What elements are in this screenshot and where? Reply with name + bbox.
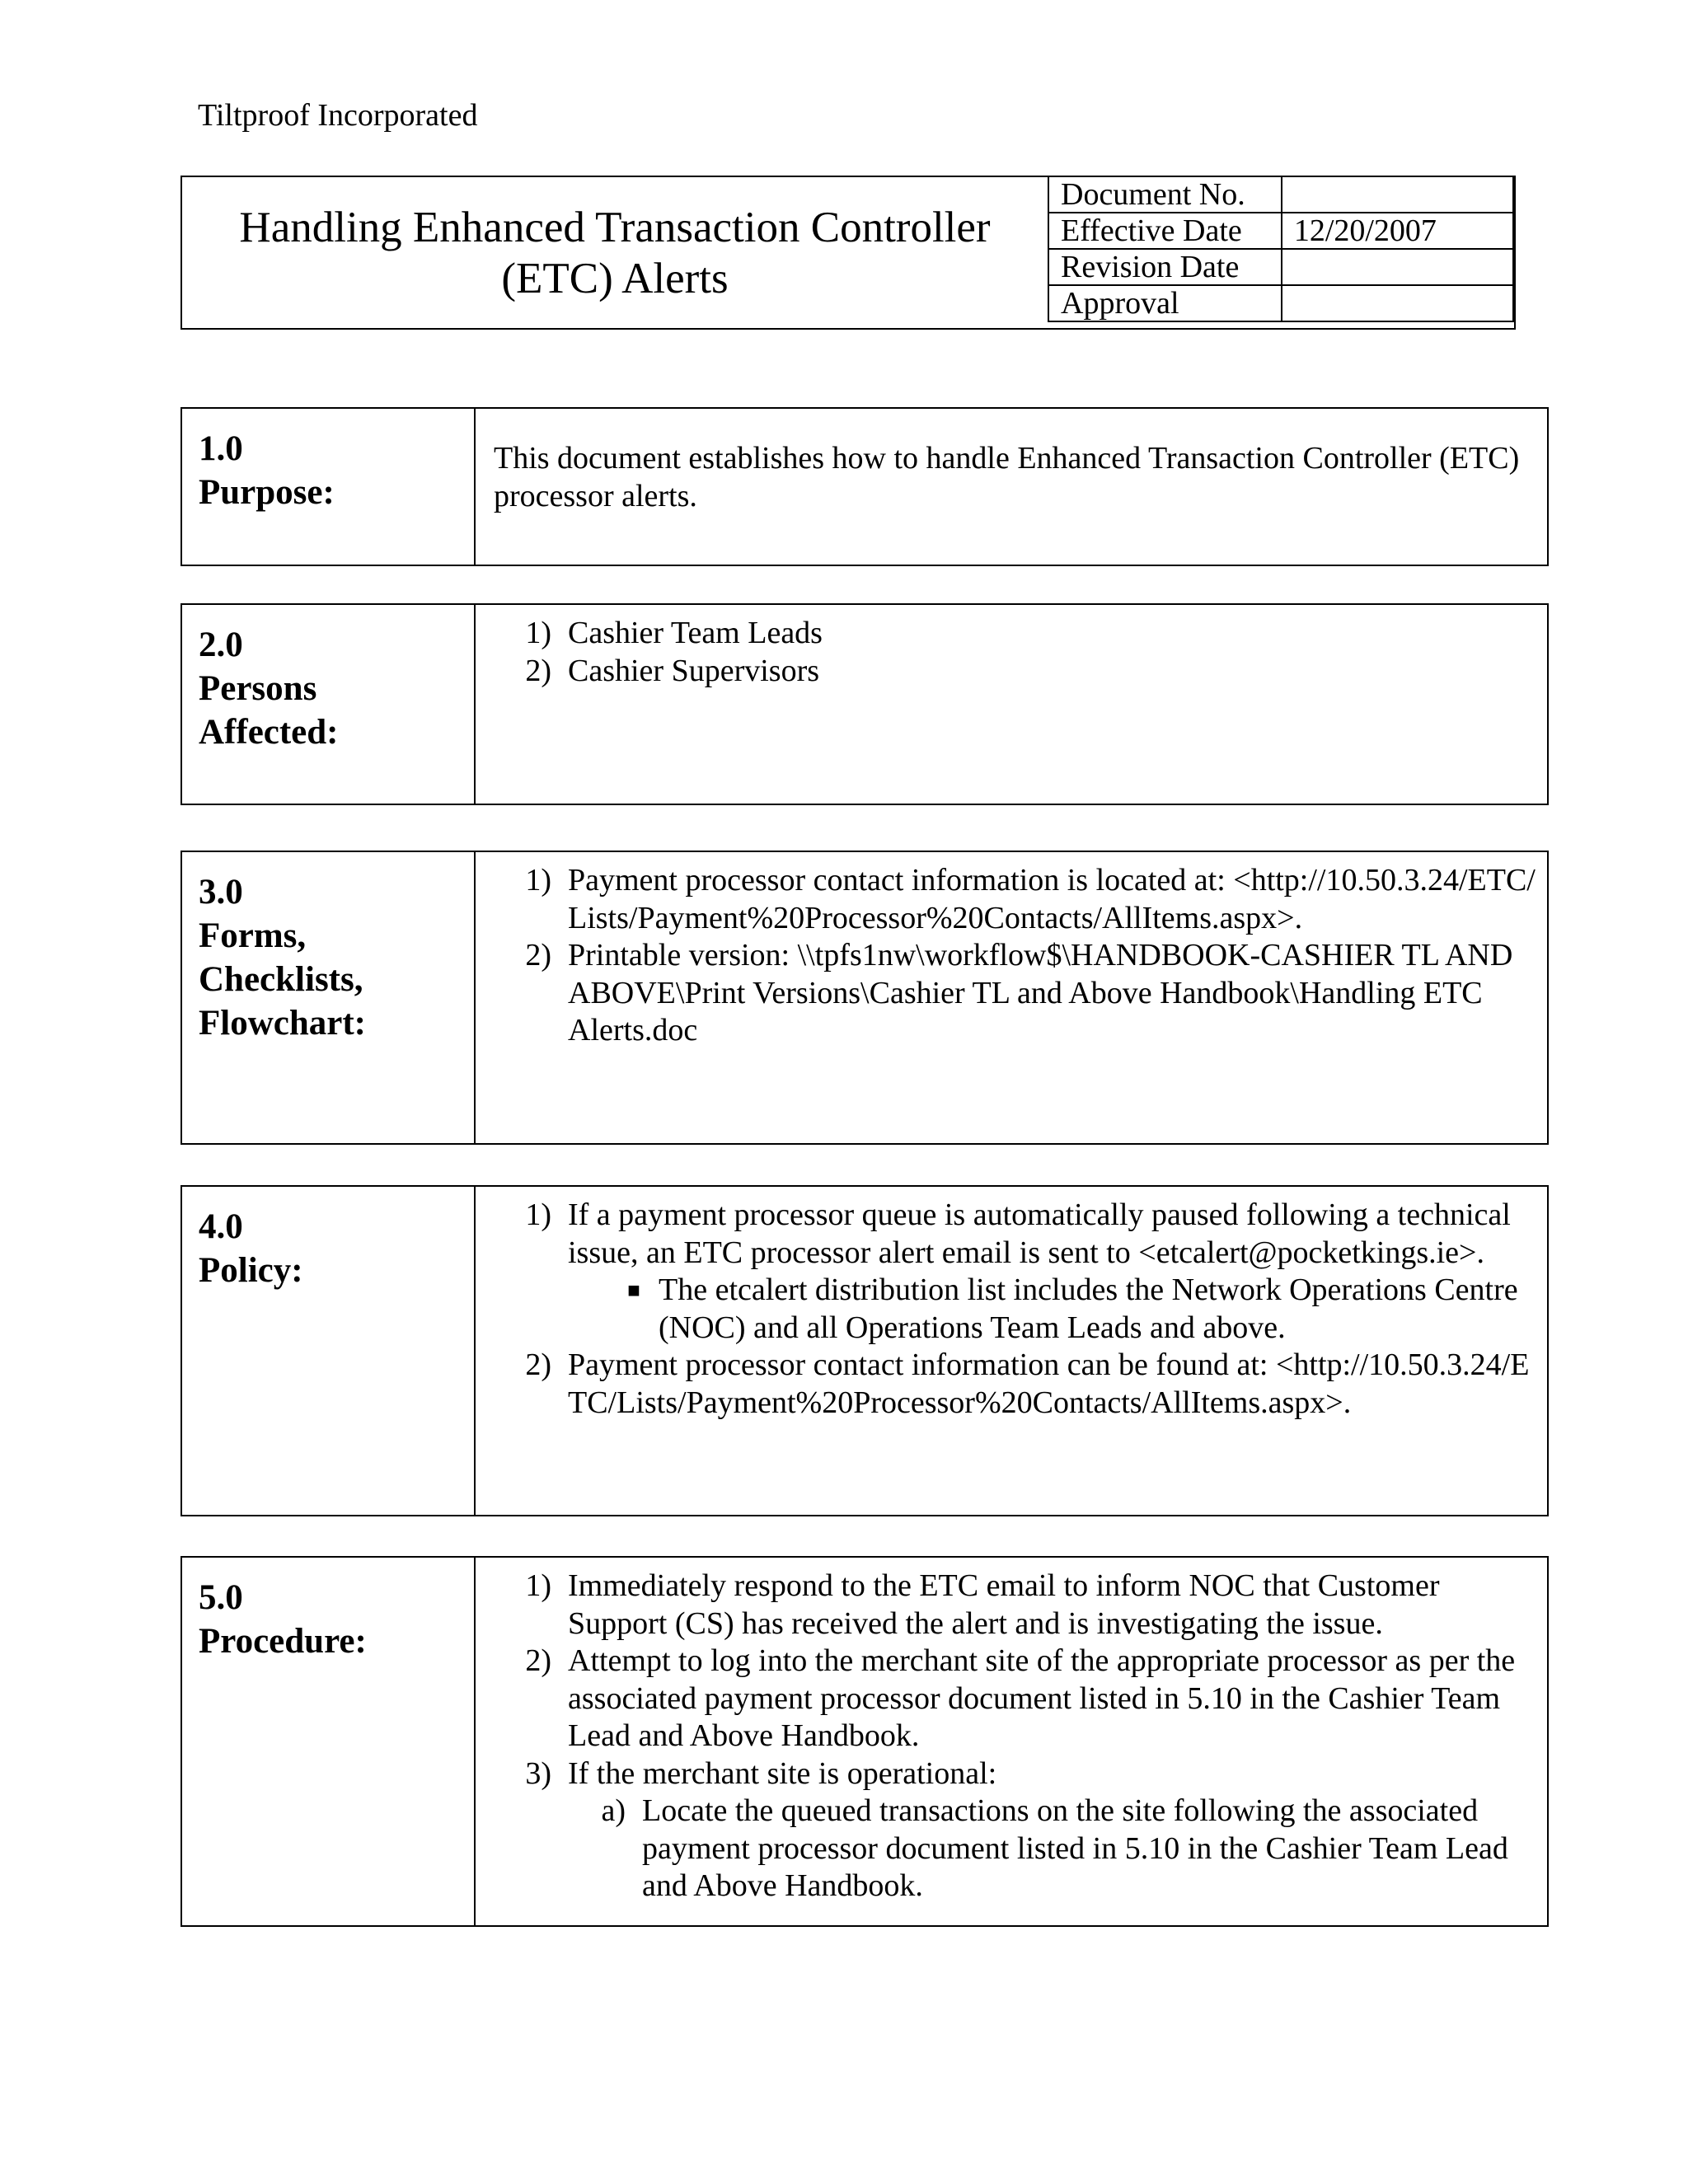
meta-value: 12/20/2007 [1282,213,1513,249]
company-name: Tiltproof Incorporated [198,98,478,133]
section-title: Affected: [199,713,339,752]
list-item: 2) Attempt to log into the merchant site of the appropriate processor as per the associated payment processor document listed in 5.10 in the Cashier Team Lead and Above Handbook. [525,1643,1516,1753]
meta-row [1048,285,1513,321]
meta-label: Revision Date [1048,249,1282,285]
section-number: 2.0 [199,626,243,664]
meta-row [1048,213,1513,249]
list-item: 3) If the merchant site is operational: [525,1755,997,1791]
section-label [182,1187,476,1515]
section-number: 4.0 [199,1207,243,1246]
meta-label: Document No. [1048,176,1282,213]
section-number: 5.0 [199,1578,243,1617]
meta-value [1282,249,1513,285]
section-number: 1.0 [199,429,243,468]
section-forms [181,851,1549,1145]
list-item: 1) Immediately respond to the ETC email to inform NOC that Customer Support (CS) has received the alert and is investigating the issue. [525,1568,1440,1641]
bullet-item: ■ The etcalert distribution list includes the Network Operations Centre (NOC) and all Operations Team Leads and above. [609,1272,1539,1347]
list-item: 2) Printable version: \\tpfs1nw\workflow$\HANDBOOK-CASHIER TL AND ABOVE\Print Versions\Cashier TL and Above Handbook\Handling ETC Alerts.doc [525,938,1513,1047]
section-persons-affected [181,603,1549,805]
square-bullet-icon: ■ [627,1278,640,1302]
section-label [182,605,476,804]
list-item: 2) Cashier Supervisors [525,653,820,688]
list-item: 2) Payment processor contact information can be found at: <http://10.50.3.24/ETC/Lists/Payment%20Processor%20Contacts/AllItems.aspx>. [525,1347,1530,1420]
section-label [182,1558,476,1925]
meta-value [1282,285,1513,321]
section-title: Flowchart: [199,1004,366,1043]
title-line-1: Handling Enhanced Transaction Controller [239,204,991,251]
section-body [476,852,1547,1143]
meta-label: Effective Date [1048,213,1282,249]
section-label [182,409,476,565]
document-header [181,176,1516,330]
list-item: 1) If a payment processor queue is automatically paused following a technical issue, an ETC processor alert email is sent to <etcalert@pocketkings.ie>. [525,1197,1511,1270]
section-title: Forms, [199,916,307,955]
section-title: Persons [199,669,317,708]
meta-row [1048,176,1513,213]
section-title: Purpose: [199,473,335,512]
list-item: 1) Payment processor contact information is located at: <http://10.50.3.24/ETC/Lists/Payment%20Processor%20Contacts/AllItems.aspx>. [525,863,1536,935]
meta-value [1282,176,1513,213]
section-title: Procedure: [199,1622,367,1661]
sub-list-item: a) Locate the queued transactions on the site following the associated payment processor document listed in 5.10 in the Cashier Team Lead and Above Handbook. [601,1793,1508,1903]
document-title [182,202,1048,304]
list-item: 1) Cashier Team Leads [525,616,823,650]
section-body [476,1187,1547,1515]
section-procedure [181,1556,1549,1927]
section-policy [181,1185,1549,1516]
section-purpose [181,407,1549,566]
section-body [476,605,1547,804]
section-number: 3.0 [199,873,243,912]
meta-row [1048,249,1513,285]
section-title: Policy: [199,1251,303,1290]
section-body: This document establishes how to handle Enhanced Transaction Controller (ETC) processor alerts. [494,441,1520,513]
section-body [476,1558,1547,1925]
section-title: Checklists, [199,960,363,999]
title-line-2: (ETC) Alerts [501,255,729,302]
meta-label: Approval [1048,285,1282,321]
section-label [182,852,476,1143]
document-meta-table [1048,176,1514,322]
